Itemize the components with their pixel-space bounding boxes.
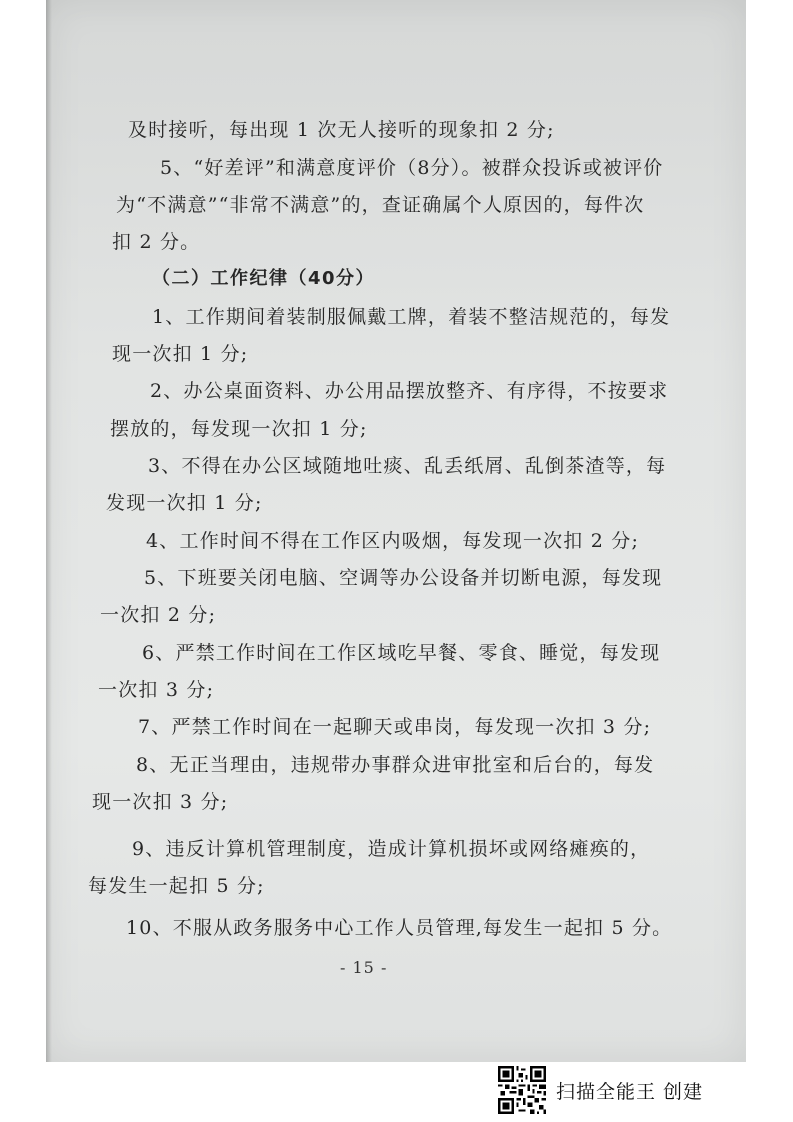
text-line-20: 9、违反计算机管理制度，造成计算机损坏或网络瘫痪的， [132, 838, 651, 860]
text-line-10: 3、不得在办公区域随地吐痰、乱丢纸屑、乱倒茶渣等，每 [148, 455, 667, 477]
text-line-6: 1、工作期间着装制服佩戴工牌，着装不整洁规范的，每发 [152, 306, 671, 328]
text-line-11: 发现一次扣 1 分; [106, 492, 263, 514]
text-line-12: 4、工作时间不得在工作区内吸烟，每发现一次扣 2 分; [146, 530, 640, 552]
text-line-22: 10、不服从政务服务中心工作人员管理,每发生一起扣 5 分。 [126, 917, 673, 939]
section-heading-work-discipline: （二）工作纪律（40分） [152, 268, 376, 289]
text-line-2: 5、“好差评”和满意度评价（8分）。被群众投诉或被评价 [160, 157, 664, 179]
scanner-watermark [498, 1062, 703, 1118]
page-edge-shadow [46, 0, 52, 1062]
text-line-16: 一次扣 3 分; [98, 679, 215, 701]
text-line-7: 现一次扣 1 分; [112, 343, 249, 365]
text-line-14: 一次扣 2 分; [100, 604, 217, 626]
page-number: - 15 - [340, 958, 388, 977]
text-line-4: 扣 2 分。 [112, 231, 201, 253]
qr-code-icon [498, 1066, 546, 1114]
text-line-19: 现一次扣 3 分; [92, 791, 229, 813]
text-line-1: 及时接听，每出现 1 次无人接听的现象扣 2 分; [128, 119, 555, 141]
text-line-3: 为“不满意”“非常不满意”的，查证确属个人原因的，每件次 [116, 194, 645, 216]
text-line-15: 6、严禁工作时间在工作区域吃早餐、零食、睡觉，每发现 [142, 642, 661, 664]
text-line-13: 5、下班要关闭电脑、空调等办公设备并切断电源，每发现 [144, 567, 663, 589]
text-line-21: 每发生一起扣 5 分; [88, 875, 265, 897]
text-line-18: 8、无正当理由，违规带办事群众进审批室和后台的，每发 [136, 754, 655, 776]
text-line-17: 7、严禁工作时间在一起聊天或串岗，每发现一次扣 3 分; [138, 716, 652, 738]
text-line-9: 摆放的，每发现一次扣 1 分; [110, 418, 368, 440]
text-line-8: 2、办公桌面资料、办公用品摆放整齐、有序得，不按要求 [150, 380, 669, 402]
scanner-brand-label: 扫描全能王 创建 [556, 1080, 704, 1103]
